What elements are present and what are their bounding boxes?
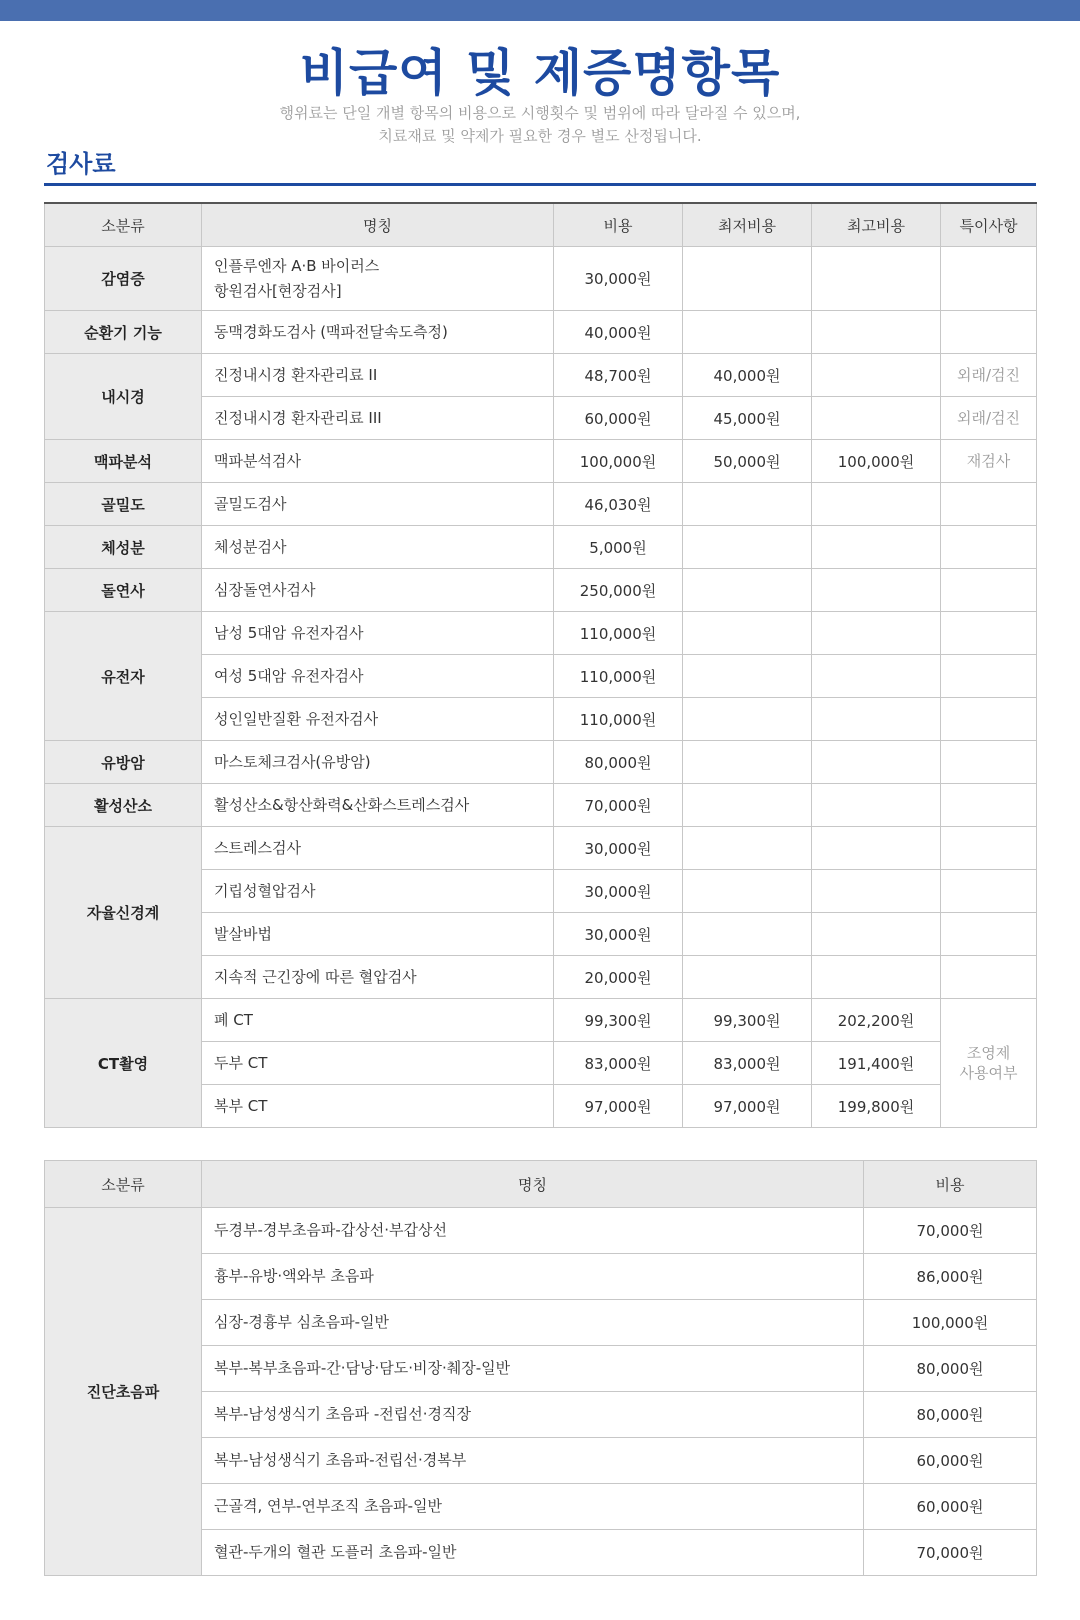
item-cost: 110,000원	[554, 655, 683, 698]
table-header-row	[45, 1161, 1037, 1208]
item-min-cost	[683, 569, 812, 612]
item-note	[941, 999, 1037, 1128]
table-row	[45, 1208, 1037, 1254]
item-max-cost	[812, 483, 941, 526]
item-max-cost	[812, 397, 941, 440]
header-name: 명칭	[202, 203, 554, 247]
item-cost: 80,000원	[864, 1346, 1037, 1392]
subtitle-line-2: 치료재료 및 약제가 필요한 경우 별도 산정됩니다.	[378, 127, 702, 145]
item-cost: 97,000원	[554, 1085, 683, 1128]
category-cell: 감염증	[45, 247, 202, 311]
table-row	[45, 247, 1037, 311]
note-line-1: 조영제	[966, 1044, 1011, 1062]
item-name: 흉부-유방·액와부 초음파	[202, 1254, 864, 1300]
item-max-cost	[812, 526, 941, 569]
item-min-cost: 45,000원	[683, 397, 812, 440]
table-row	[45, 612, 1037, 655]
item-note	[941, 526, 1037, 569]
item-cost: 70,000원	[864, 1530, 1037, 1576]
item-name: 복부-남성생식기 초음파-전립선·경복부	[202, 1438, 864, 1484]
header-cost: 비용	[554, 203, 683, 247]
category-cell: 자율신경계	[45, 827, 202, 999]
item-cost: 86,000원	[864, 1254, 1037, 1300]
item-note	[941, 956, 1037, 999]
item-note: 외래/검진	[941, 354, 1037, 397]
table-row	[45, 440, 1037, 483]
item-min-cost	[683, 483, 812, 526]
header-cost: 비용	[864, 1161, 1037, 1208]
item-cost: 80,000원	[554, 741, 683, 784]
item-name: 기립성혈압검사	[202, 870, 554, 913]
subtitle-line-1: 행위료는 단일 개별 항목의 비용으로 시행횟수 및 범위에 따라 달라질 수 있으며,	[279, 104, 801, 122]
item-min-cost: 50,000원	[683, 440, 812, 483]
header-max-cost: 최고비용	[812, 203, 941, 247]
item-max-cost	[812, 741, 941, 784]
item-max-cost	[812, 870, 941, 913]
item-cost: 30,000원	[554, 913, 683, 956]
item-min-cost	[683, 612, 812, 655]
item-min-cost	[683, 913, 812, 956]
item-note	[941, 311, 1037, 354]
table-header-row	[45, 203, 1037, 247]
item-name: 근골격, 연부-연부조직 초음파-일반	[202, 1484, 864, 1530]
item-name: 체성분검사	[202, 526, 554, 569]
category-cell: CT촬영	[45, 999, 202, 1128]
category-cell: 돌연사	[45, 569, 202, 612]
item-name-line-1: 인플루엔자 A·B 바이러스	[214, 256, 380, 275]
item-name: 두부 CT	[202, 1042, 554, 1085]
item-max-cost: 191,400원	[812, 1042, 941, 1085]
category-cell: 유전자	[45, 612, 202, 741]
item-name-line-2: 항원검사[현장검사]	[214, 281, 342, 300]
item-max-cost: 100,000원	[812, 440, 941, 483]
item-name: 복부-남성생식기 초음파 -전립선·경직장	[202, 1392, 864, 1438]
item-cost: 99,300원	[554, 999, 683, 1042]
item-cost: 80,000원	[864, 1392, 1037, 1438]
item-max-cost	[812, 247, 941, 311]
item-cost: 48,700원	[554, 354, 683, 397]
section-divider	[44, 183, 1036, 186]
item-cost: 110,000원	[554, 612, 683, 655]
category-cell: 체성분	[45, 526, 202, 569]
item-note	[941, 698, 1037, 741]
item-note	[941, 247, 1037, 311]
item-cost: 100,000원	[554, 440, 683, 483]
item-max-cost	[812, 612, 941, 655]
item-min-cost	[683, 827, 812, 870]
table-row	[45, 311, 1037, 354]
item-note	[941, 569, 1037, 612]
item-max-cost	[812, 311, 941, 354]
item-name: 심장돌연사검사	[202, 569, 554, 612]
category-cell: 맥파분석	[45, 440, 202, 483]
item-max-cost	[812, 827, 941, 870]
item-note	[941, 741, 1037, 784]
page-subtitle	[0, 102, 1080, 148]
item-name: 혈관-두개의 혈관 도플러 초음파-일반	[202, 1530, 864, 1576]
item-name: 골밀도검사	[202, 483, 554, 526]
item-min-cost	[683, 311, 812, 354]
item-note: 재검사	[941, 440, 1037, 483]
item-max-cost	[812, 913, 941, 956]
item-name: 복부 CT	[202, 1085, 554, 1128]
item-note	[941, 913, 1037, 956]
item-min-cost	[683, 870, 812, 913]
item-cost: 70,000원	[864, 1208, 1037, 1254]
table-row	[45, 483, 1037, 526]
page-title: 비급여 및 제증명항목	[299, 44, 781, 102]
item-cost: 40,000원	[554, 311, 683, 354]
item-name: 두경부-경부초음파-갑상선·부갑상선	[202, 1208, 864, 1254]
item-cost: 5,000원	[554, 526, 683, 569]
category-cell: 활성산소	[45, 784, 202, 827]
category-cell: 순환기 기능	[45, 311, 202, 354]
table-row	[45, 526, 1037, 569]
item-name: 성인일반질환 유전자검사	[202, 698, 554, 741]
table-row	[45, 569, 1037, 612]
top-bar	[0, 0, 1080, 21]
item-max-cost	[812, 655, 941, 698]
item-name: 동맥경화도검사 (맥파전달속도측정)	[202, 311, 554, 354]
item-note: 외래/검진	[941, 397, 1037, 440]
item-max-cost: 199,800원	[812, 1085, 941, 1128]
item-cost: 70,000원	[554, 784, 683, 827]
item-name: 지속적 근긴장에 따른 혈압검사	[202, 956, 554, 999]
item-cost: 60,000원	[864, 1484, 1037, 1530]
item-name: 여성 5대암 유전자검사	[202, 655, 554, 698]
item-note	[941, 827, 1037, 870]
item-min-cost	[683, 655, 812, 698]
category-cell: 진단초음파	[45, 1208, 202, 1576]
item-name: 활성산소&항산화력&산화스트레스검사	[202, 784, 554, 827]
category-cell: 골밀도	[45, 483, 202, 526]
item-min-cost	[683, 956, 812, 999]
item-cost: 30,000원	[554, 247, 683, 311]
item-min-cost	[683, 741, 812, 784]
item-cost: 46,030원	[554, 483, 683, 526]
header-min-cost: 최저비용	[683, 203, 812, 247]
item-max-cost	[812, 784, 941, 827]
item-min-cost	[683, 784, 812, 827]
item-cost: 30,000원	[554, 870, 683, 913]
exam-fee-table	[44, 202, 1037, 1128]
item-min-cost: 99,300원	[683, 999, 812, 1042]
item-name: 마스토체크검사(유방암)	[202, 741, 554, 784]
item-name: 진정내시경 환자관리료 II	[202, 354, 554, 397]
item-name: 스트레스검사	[202, 827, 554, 870]
item-min-cost: 40,000원	[683, 354, 812, 397]
category-cell: 유방암	[45, 741, 202, 784]
item-name: 맥파분석검사	[202, 440, 554, 483]
item-note	[941, 483, 1037, 526]
item-note	[941, 612, 1037, 655]
table-row	[45, 354, 1037, 397]
item-cost: 100,000원	[864, 1300, 1037, 1346]
item-min-cost: 83,000원	[683, 1042, 812, 1085]
item-cost: 83,000원	[554, 1042, 683, 1085]
item-name: 폐 CT	[202, 999, 554, 1042]
item-max-cost	[812, 956, 941, 999]
item-note	[941, 784, 1037, 827]
item-note	[941, 655, 1037, 698]
note-line-2: 사용여부	[959, 1064, 1018, 1082]
item-name	[202, 247, 554, 311]
item-cost: 60,000원	[554, 397, 683, 440]
item-cost: 20,000원	[554, 956, 683, 999]
table-row	[45, 827, 1037, 870]
item-cost: 30,000원	[554, 827, 683, 870]
item-name: 복부-복부초음파-간·담낭·담도·비장·췌장-일반	[202, 1346, 864, 1392]
item-min-cost	[683, 247, 812, 311]
item-note	[941, 870, 1037, 913]
item-name: 심장-경흉부 심초음파-일반	[202, 1300, 864, 1346]
item-cost: 250,000원	[554, 569, 683, 612]
header-name: 명칭	[202, 1161, 864, 1208]
item-name: 발살바법	[202, 913, 554, 956]
item-min-cost	[683, 526, 812, 569]
item-max-cost	[812, 698, 941, 741]
category-cell: 내시경	[45, 354, 202, 440]
item-cost: 60,000원	[864, 1438, 1037, 1484]
table-row	[45, 999, 1037, 1042]
section-title: 검사료	[46, 150, 116, 178]
item-max-cost: 202,200원	[812, 999, 941, 1042]
table-row	[45, 741, 1037, 784]
table-row	[45, 784, 1037, 827]
item-max-cost	[812, 354, 941, 397]
item-min-cost: 97,000원	[683, 1085, 812, 1128]
item-min-cost	[683, 698, 812, 741]
header-category: 소분류	[45, 203, 202, 247]
item-name: 진정내시경 환자관리료 III	[202, 397, 554, 440]
ultrasound-fee-table	[44, 1160, 1037, 1576]
header-category: 소분류	[45, 1161, 202, 1208]
item-name: 남성 5대암 유전자검사	[202, 612, 554, 655]
item-cost: 110,000원	[554, 698, 683, 741]
item-max-cost	[812, 569, 941, 612]
header-note: 특이사항	[941, 203, 1037, 247]
